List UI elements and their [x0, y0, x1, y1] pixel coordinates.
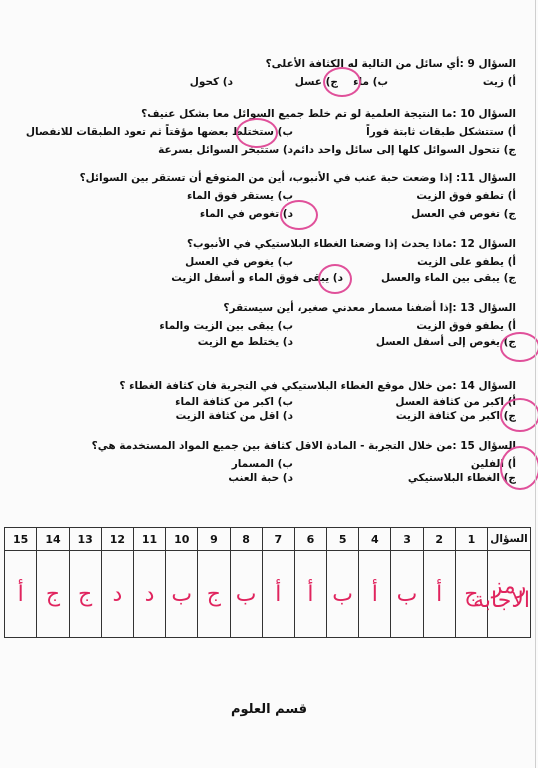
q13-opt-d: د) يختلط مع الزيت	[197, 336, 293, 348]
answer-mark-circle	[280, 200, 318, 230]
question-number-cell: 15	[5, 528, 37, 551]
q13-opt-b: ب) يبقى بين الزيت والماء	[159, 320, 293, 332]
q11-opt-a: أ) تطفو فوق الزيت	[416, 190, 516, 202]
answer-cell: أ	[423, 551, 455, 638]
q14-opt-b: ب) اكبر من كثافة الماء	[175, 396, 293, 408]
q9-title: السؤال 9 :أي سائل من التالية له الكثافة الأعلى؟	[265, 58, 516, 70]
q15-opt-d: د) حبة العنب	[228, 472, 293, 484]
q11-opt-c: ج) تغوص في العسل	[411, 208, 516, 220]
answer-header-cell: رمز الاجابة	[488, 551, 531, 638]
question-number-cell: 4	[359, 528, 391, 551]
answer-cell: د	[101, 551, 133, 638]
question-number-cell: 8	[230, 528, 262, 551]
q9-opt-b: ب) ماء	[353, 76, 388, 88]
q9-opt-a: أ) زيت	[482, 76, 516, 88]
question-number-cell: 7	[262, 528, 294, 551]
answer-cell: ج	[198, 551, 230, 638]
question-number-cell: 13	[69, 528, 101, 551]
q12-title: السؤال 12 :ماذا يحدث إذا وضعنا الغطاء البلاستيكي في الأنبوب؟	[186, 238, 516, 250]
question-header-cell: السؤال	[488, 528, 531, 551]
q10-opt-b: ب) ستختلط بعضها مؤقتاً ثم تعود الطبقات للانفصال	[25, 126, 293, 138]
answer-mark-circle	[318, 264, 352, 294]
q15-opt-c: ج) الغطاء البلاستيكي	[407, 472, 516, 484]
q10-opt-d: د) ستتبخر السوائل بسرعة	[158, 144, 293, 156]
question-number-cell: 10	[166, 528, 198, 551]
answer-cell: ب	[327, 551, 359, 638]
q11-opt-b: ب) يستقر فوق الماء	[186, 190, 293, 202]
answer-row	[5, 551, 531, 638]
q10-title: السؤال 10 :ما النتيجة العلمية لو تم خلط جميع السوائل معا بشكل عنيف؟	[141, 108, 516, 120]
answer-mark-circle	[500, 398, 538, 432]
q9-opt-c: ج) عسل	[294, 76, 338, 88]
answer-mark-circle	[236, 118, 278, 148]
question-number-cell: 6	[294, 528, 326, 551]
q13-opt-c: ج) يغوص إلى أسفل العسل	[375, 336, 516, 348]
q12-opt-b: ب) يغوص في العسل	[185, 256, 293, 268]
department-footer: قسم العلوم	[230, 702, 308, 717]
q14-opt-c: ج) اكبر من كثافة الزيت	[395, 410, 516, 422]
answer-cell: د	[133, 551, 165, 638]
page-edge	[535, 0, 536, 768]
answer-cell: أ	[294, 551, 326, 638]
q10-opt-c: ج) تتحول السوائل كلها إلى سائل واحد دائم	[292, 144, 516, 156]
answer-mark-circle	[500, 332, 538, 362]
answer-cell: أ	[5, 551, 37, 638]
q15-opt-b: ب) المسمار	[231, 458, 293, 470]
question-number-cell: 1	[455, 528, 487, 551]
q14-title: السؤال 14 :من خلال موقع الغطاء البلاستيكي في التجربة فان كثافة الغطاء ؟	[119, 380, 516, 392]
q11-opt-d: د) تغوص في الماء	[199, 208, 293, 220]
answer-cell: ب	[391, 551, 423, 638]
q12-opt-a: أ) يطفو على الزيت	[417, 256, 516, 268]
q15-opt-a: أ) الفلين	[470, 458, 516, 470]
answer-mark-circle	[500, 446, 538, 490]
q13-opt-a: أ) يطفو فوق الزيت	[416, 320, 516, 332]
question-number-cell: 11	[133, 528, 165, 551]
question-number-cell: 12	[101, 528, 133, 551]
answer-cell: ب	[166, 551, 198, 638]
q12-opt-c: ج) يبقى بين الماء والعسل	[380, 272, 516, 284]
answer-cell: أ	[262, 551, 294, 638]
question-number-cell: 9	[198, 528, 230, 551]
q14-opt-a: أ) اكبر من كثافة العسل	[395, 396, 516, 408]
answer-cell: ج	[37, 551, 69, 638]
answer-key-table	[4, 527, 531, 638]
q12-opt-d: د) يبقى فوق الماء و أسفل الزيت	[171, 272, 343, 284]
question-number-row	[5, 528, 531, 551]
answer-cell: ج	[69, 551, 101, 638]
q14-opt-d: د) اقل من كثافة الزيت	[175, 410, 293, 422]
q15-title: السؤال 15 :من خلال التجربة - المادة الاقل كثافة بين جميع المواد المستخدمة هي؟	[91, 440, 516, 452]
q13-title: السؤال 13 :إذا أضفنا مسمار معدني صغير، أين سيستقر؟	[223, 302, 516, 314]
answer-cell: ب	[230, 551, 262, 638]
q11-title: السؤال 11: إذا وضعت حبة عنب في الأنبوب، أين من المتوقع أن تستقر بين السوائل؟	[79, 172, 516, 184]
question-number-cell: 5	[327, 528, 359, 551]
answer-cell: ج	[455, 551, 487, 638]
question-number-cell: 3	[391, 528, 423, 551]
q9-opt-d: د) كحول	[189, 76, 233, 88]
answer-cell: أ	[359, 551, 391, 638]
question-number-cell: 14	[37, 528, 69, 551]
question-number-cell: 2	[423, 528, 455, 551]
q10-opt-a: أ) ستتشكل طبقات ثابتة فوراً	[366, 126, 516, 138]
answer-mark-circle	[323, 67, 361, 97]
